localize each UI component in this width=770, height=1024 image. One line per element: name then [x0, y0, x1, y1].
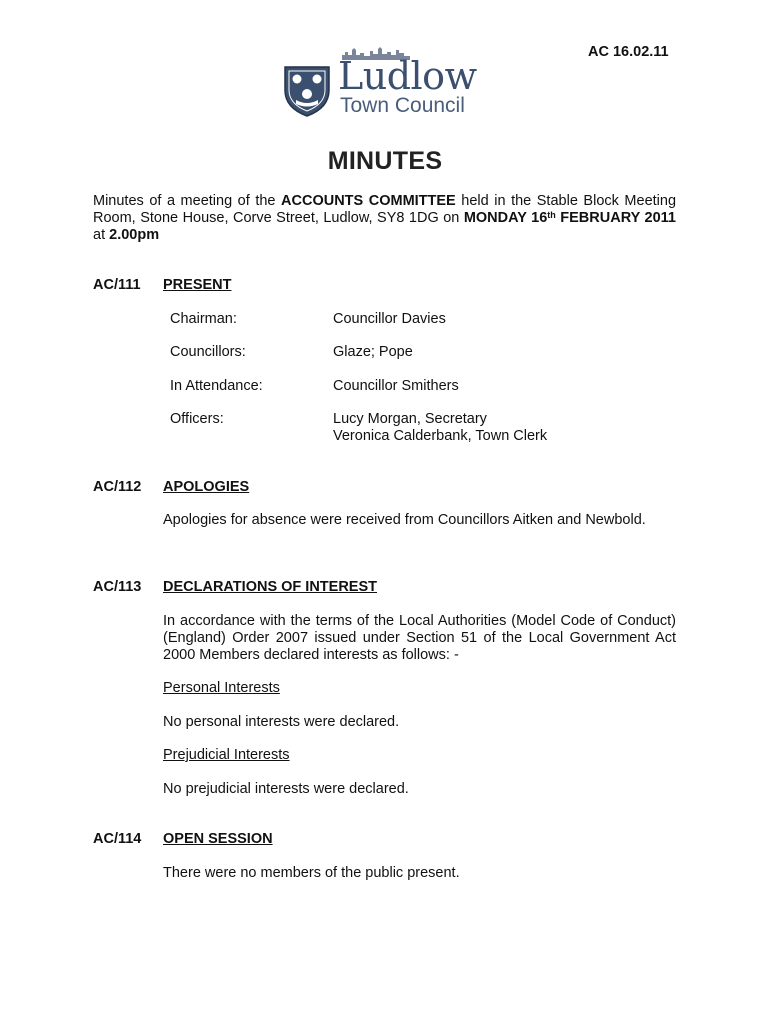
attendee-value: Councillor Davies	[333, 311, 446, 327]
meeting-date: FEBRUARY 2011	[560, 210, 676, 226]
committee-name: ACCOUNTS COMMITTEE	[281, 193, 456, 209]
meeting-day: MONDAY 16	[463, 210, 548, 226]
section-number-declarations: AC/113	[93, 579, 142, 595]
section-heading-apologies: APOLOGIES	[163, 479, 250, 495]
attendee-value: Lucy Morgan, Secretary	[333, 411, 487, 427]
attendee-label: Councillors:	[170, 344, 246, 360]
apologies-text: Apologies for absence were received from Councillors Aitken and Newbold.	[163, 512, 646, 528]
open-session-text: There were no members of the public present.	[163, 865, 460, 881]
section-number-open-session: AC/114	[93, 831, 142, 847]
meeting-intro	[93, 193, 676, 244]
page-title: MINUTES	[327, 147, 443, 175]
intro-text-2: held in the Stable Block Meeting Room, Stone House, Corve Street, Ludlow, SY8 1DG on	[93, 193, 677, 226]
logo-wordmark: Ludlow	[338, 54, 477, 98]
ludlow-crest-icon	[282, 64, 332, 118]
intro-text-1: Minutes of a meeting of the	[93, 193, 282, 209]
attendee-value: Councillor Smithers	[333, 378, 459, 394]
section-heading-present: PRESENT	[163, 277, 232, 293]
meeting-time: 2.00pm	[109, 227, 160, 243]
attendee-label: In Attendance:	[170, 378, 263, 394]
section-heading-open-session: OPEN SESSION	[163, 831, 273, 847]
intro-text-4: at	[93, 227, 110, 243]
logo-subtitle: Town Council	[340, 94, 465, 117]
prejudicial-interests-heading: Prejudicial Interests	[163, 747, 290, 763]
day-suffix: th	[547, 210, 556, 220]
attendee-label: Chairman:	[170, 311, 237, 327]
attendee-label: Officers:	[170, 411, 224, 427]
prejudicial-interests-text: No prejudicial interests were declared.	[163, 781, 409, 797]
personal-interests-heading: Personal Interests	[163, 680, 280, 696]
attendee-value-2: Veronica Calderbank, Town Clerk	[333, 428, 548, 444]
personal-interests-text: No personal interests were declared.	[163, 714, 400, 730]
declarations-text: In accordance with the terms of the Local Authorities (Model Code of Conduct) (England) Order 2007 issued under Section 51 of the Local Government Act 2000 Members declared interests as follows: -	[163, 613, 676, 663]
section-number-present: AC/111	[93, 277, 141, 293]
section-heading-declarations: DECLARATIONS OF INTEREST	[163, 579, 378, 595]
attendee-value: Glaze; Pope	[333, 344, 413, 360]
document-reference: AC 16.02.11	[588, 44, 669, 60]
section-number-apologies: AC/112	[93, 479, 142, 495]
ludlow-logo	[282, 44, 492, 122]
